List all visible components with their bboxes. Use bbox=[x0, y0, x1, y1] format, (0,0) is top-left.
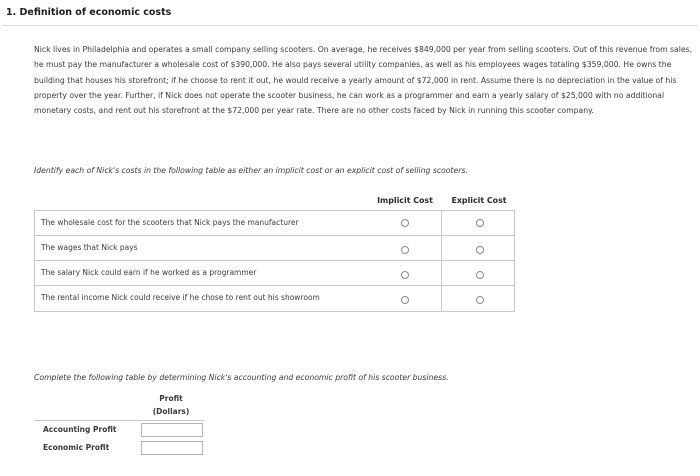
table-row bbox=[35, 236, 514, 261]
cost-table-instruction: Identify each of Nick's costs in the following table as either an implicit cost or an explicit cost of selling scooters. bbox=[34, 166, 468, 175]
implicit-radio-wholesale[interactable] bbox=[401, 219, 409, 227]
question-heading: 1. Definition of economic costs bbox=[6, 7, 172, 18]
economic-profit-label: Economic Profit bbox=[43, 443, 110, 452]
row-label: The wages that Nick pays bbox=[41, 243, 138, 252]
profit-header-line2: (Dollars) bbox=[152, 407, 190, 416]
profit-column-header bbox=[138, 392, 204, 418]
implicit-radio-rental[interactable] bbox=[401, 296, 409, 304]
accounting-profit-input[interactable] bbox=[141, 423, 203, 437]
row-label: The rental income Nick could receive if he chose to rent out his showroom bbox=[41, 293, 320, 302]
row-label: The wholesale cost for the scooters that Nick pays the manufacturer bbox=[41, 218, 299, 227]
explicit-radio-wholesale[interactable] bbox=[476, 219, 484, 227]
profit-table-rule bbox=[34, 420, 204, 421]
profit-header-line1: Profit bbox=[159, 394, 183, 403]
cost-table-body bbox=[34, 210, 515, 312]
explicit-cost-header: Explicit Cost bbox=[451, 196, 507, 205]
divider bbox=[2, 25, 698, 26]
explicit-radio-rental[interactable] bbox=[476, 296, 484, 304]
implicit-radio-wages[interactable] bbox=[401, 246, 409, 254]
accounting-profit-label: Accounting Profit bbox=[43, 425, 117, 434]
implicit-cost-header: Implicit Cost bbox=[377, 196, 433, 205]
table-row bbox=[35, 286, 514, 311]
explicit-radio-wages[interactable] bbox=[476, 246, 484, 254]
table-row bbox=[35, 261, 514, 286]
cost-classification-table bbox=[34, 196, 515, 316]
problem-passage: Nick lives in Philadelphia and operates a small company selling scooters. On average, he receives $849,000 per year from selling scooters. Out of this revenue from sales, he must pay the manufacturer a wholesale cost of $390,000. He also pays several utility companies, as well as his employees wages totaling $359,000. He owns the building that houses his storefront; if he choose to rent it out, he would receive a yearly amount of $72,000 in rent. Assume there is no depreciation in the value of his property over the year. Further, if Nick does not operate the scooter business, he can work as a programmer and earn a yearly salary of $25,000 with no additional monetary costs, and rent out his storefront at the $72,000 per year rate. There are no other costs faced by Nick in running this scooter company. bbox=[34, 45, 693, 116]
table-row bbox=[35, 211, 514, 236]
profit-table-instruction: Complete the following table by determining Nick's accounting and economic profit of his scooter business. bbox=[34, 373, 449, 382]
explicit-radio-salary[interactable] bbox=[476, 271, 484, 279]
economic-profit-input[interactable] bbox=[141, 441, 203, 455]
implicit-radio-salary[interactable] bbox=[401, 271, 409, 279]
row-label: The salary Nick could earn if he worked as a programmer bbox=[41, 268, 257, 277]
